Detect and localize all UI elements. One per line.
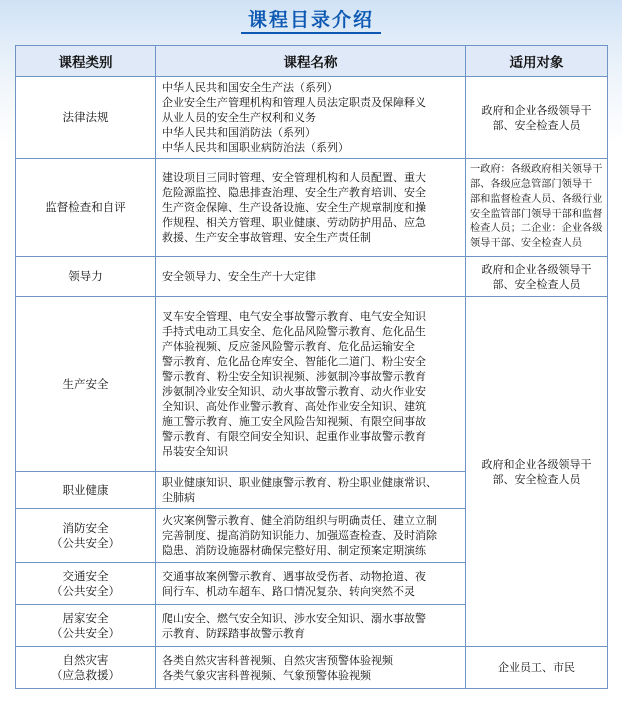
course-table: [15, 45, 608, 689]
row-category: 领导力: [16, 257, 156, 297]
row-category: 法律法规: [16, 77, 156, 159]
row-courses: 建设项目三同时管理、安全管理机构和人员配置、重大 危险源监控、隐患排查治理、安全生产教育培训、安全 生产资金保障、生产设备设施、安全生产规章制度和操 作规程、相关方管理、职业健康、劳动防护用品、应急 救援、生产安全事故管理、安全生产责任制: [156, 159, 466, 257]
row-audience: 政府和企业各级领导干 部、安全检查人员: [466, 257, 608, 297]
row-audience: 政府和企业各级领导干 部、安全检查人员: [466, 77, 608, 159]
row-category: 交通安全 （公共安全）: [16, 563, 156, 605]
row-category: 自然灾害 （应急救援）: [16, 647, 156, 689]
table-header-row: [16, 46, 608, 77]
row-audience-merged: 政府和企业各级领导干 部、安全检查人员: [466, 297, 608, 647]
row-category: 生产安全: [16, 297, 156, 472]
row-category: 消防安全 （公共安全）: [16, 509, 156, 563]
row-category: 监督检查和自评: [16, 159, 156, 257]
row-courses: 火灾案例警示教育、健全消防组织与明确责任、建立立制 完善制度、提高消防知识能力、加强巡查检查、及时消除 隐患、消防设施器材确保完整好用、制定预案定期演练: [156, 509, 466, 563]
header-course-name: 课程名称: [156, 46, 466, 77]
header-category: 课程类别: [16, 46, 156, 77]
row-audience: 企业员工、市民: [466, 647, 608, 689]
table-row: [16, 257, 608, 297]
row-courses: 叉车安全管理、电气安全事故警示教育、电气安全知识 手持式电动工具安全、危化品风险警示教育、危化品生 产体验视频、反应釜风险警示教育、危化品运输安全 警示教育、危化品仓库安全、智能化二道门、粉尘安全 警示教育、粉尘安全知识视频、涉氨制冷事故警示教育 涉氨制冷业安全知识、动火事故警示教育、动火作业安 全知识、高处作业警示教育、高处作业安全知识、建筑 施工警示教育、施工安全风险告知视频、有限空间事故 警示教育、有限空间安全知识、起重作业事故警示教育 吊装安全知识: [156, 297, 466, 472]
row-courses: 安全领导力、安全生产十大定律: [156, 257, 466, 297]
row-courses: 中华人民共和国安全生产法（系列） 企业安全生产管理机构和管理人员法定职责及保障释义 从业人员的安全生产权利和义务 中华人民共和国消防法（系列） 中华人民共和国职业病防治法（系列）: [156, 77, 466, 159]
table-row: [16, 647, 608, 689]
row-courses: 爬山安全、燃气安全知识、涉水安全知识、溺水事故警 示教育、防踩踏事故警示教育: [156, 605, 466, 647]
row-courses: 职业健康知识、职业健康警示教育、粉尘职业健康常识、 尘肺病: [156, 472, 466, 509]
table-row: [16, 159, 608, 257]
header-audience: 适用对象: [466, 46, 608, 77]
title-underline: [241, 32, 381, 34]
row-courses: 交通事故案例警示教育、遇事故受伤者、动物抢道、夜 间行车、机动车超车、路口情况复杂、转向突然不灵: [156, 563, 466, 605]
row-courses: 各类自然灾害科普视频、自然灾害预警体验视频 各类气象灾害科普视频、气象预警体验视频: [156, 647, 466, 689]
table-row: [16, 297, 608, 472]
table-row: [16, 77, 608, 159]
row-audience: 一政府：各级政府相关领导干 部、各级应急管部门领导干 部和监督检查人员、各级行业 安全监管部门领导干部和监督 检查人员；二企业：企业各级 领导干部、安全检查人员: [466, 159, 608, 257]
page-title: 课程目录介绍: [247, 9, 374, 31]
row-category: 职业健康: [16, 472, 156, 509]
row-category: 居家安全 （公共安全）: [16, 605, 156, 647]
